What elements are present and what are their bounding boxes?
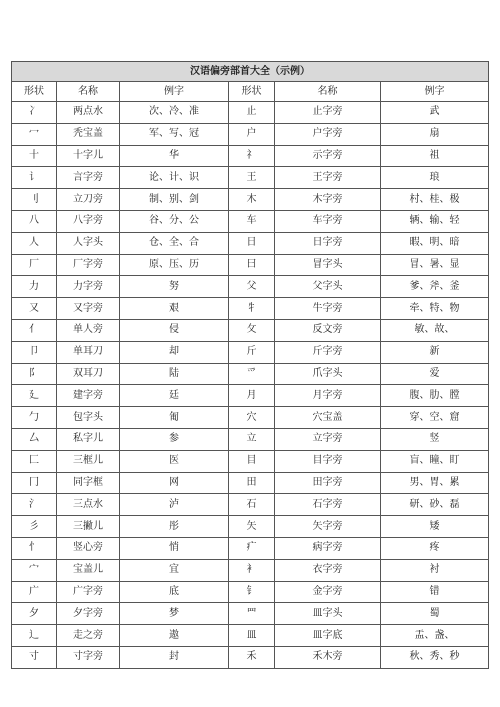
radical-name-2: 皿字头 <box>275 603 381 625</box>
radical-name: 厂字旁 <box>57 254 120 276</box>
radical-name: 又字旁 <box>57 298 120 320</box>
table-row <box>12 102 489 124</box>
radical-examples: 努 <box>120 276 229 298</box>
radical-name: 竖心旁 <box>57 537 120 559</box>
radical-shape: 力 <box>12 276 57 298</box>
radical-shape-2: 矢 <box>229 516 275 538</box>
radical-name: 人字头 <box>57 232 120 254</box>
radical-name-2: 止字旁 <box>275 102 381 124</box>
radical-examples-2: 武 <box>381 102 489 124</box>
radical-shape-2: 田 <box>229 472 275 494</box>
radical-shape-2: 爫 <box>229 363 275 385</box>
radical-examples-2: 敏、故、 <box>381 319 489 341</box>
radical-examples: 匍 <box>120 407 229 429</box>
radical-shape: 冫 <box>12 102 57 124</box>
radical-examples-2: 村、桂、极 <box>381 189 489 211</box>
radical-examples-2: 扇 <box>381 123 489 145</box>
table-row <box>12 210 489 232</box>
radical-examples-2: 盲、瞳、盯 <box>381 450 489 472</box>
radical-name: 建字旁 <box>57 385 120 407</box>
radical-name: 三点水 <box>57 494 120 516</box>
table-row <box>12 646 489 668</box>
radical-examples: 宜 <box>120 559 229 581</box>
radical-examples: 彤 <box>120 516 229 538</box>
table-row <box>12 537 489 559</box>
radical-examples: 底 <box>120 581 229 603</box>
radical-name-2: 金字旁 <box>275 581 381 603</box>
radical-name-2: 田字旁 <box>275 472 381 494</box>
radical-examples-2: 腹、肋、膛 <box>381 385 489 407</box>
radical-examples: 网 <box>120 472 229 494</box>
radical-shape-2: 目 <box>229 450 275 472</box>
table-row <box>12 145 489 167</box>
radical-name-2: 反文旁 <box>275 319 381 341</box>
radical-examples-2: 矮 <box>381 516 489 538</box>
header-row <box>12 82 489 102</box>
radical-shape: 寸 <box>12 646 57 668</box>
table-row <box>12 232 489 254</box>
radical-shape-2: 立 <box>229 428 275 450</box>
radical-examples-2: 新 <box>381 341 489 363</box>
radical-shape: 又 <box>12 298 57 320</box>
radical-name-2: 王字旁 <box>275 167 381 189</box>
radical-name-2: 衣字旁 <box>275 559 381 581</box>
radical-name: 秃宝盖 <box>57 123 120 145</box>
radical-shape: 忄 <box>12 537 57 559</box>
radical-shape: 氵 <box>12 494 57 516</box>
radical-shape-2: 禾 <box>229 646 275 668</box>
header-examples-2: 例字 <box>381 82 489 102</box>
radical-examples: 泸 <box>120 494 229 516</box>
table-row <box>12 276 489 298</box>
radical-name: 力字旁 <box>57 276 120 298</box>
radical-examples: 医 <box>120 450 229 472</box>
radical-name: 八字旁 <box>57 210 120 232</box>
radical-name-2: 木字旁 <box>275 189 381 211</box>
radical-shape: 彡 <box>12 516 57 538</box>
radical-name: 两点水 <box>57 102 120 124</box>
radical-examples: 艰 <box>120 298 229 320</box>
radical-shape-2: 木 <box>229 189 275 211</box>
radical-shape: 广 <box>12 581 57 603</box>
radical-examples: 悄 <box>120 537 229 559</box>
radical-name: 寸字旁 <box>57 646 120 668</box>
table-row <box>12 167 489 189</box>
table-row <box>12 254 489 276</box>
radical-examples-2: 祖 <box>381 145 489 167</box>
radical-examples-2: 衬 <box>381 559 489 581</box>
radical-examples: 谷、分、公 <box>120 210 229 232</box>
radical-name: 三框儿 <box>57 450 120 472</box>
radical-examples-2: 牵、特、物 <box>381 298 489 320</box>
radical-shape: 匚 <box>12 450 57 472</box>
radical-examples-2: 穿、空、窟 <box>381 407 489 429</box>
radical-name: 单人旁 <box>57 319 120 341</box>
header-examples: 例字 <box>120 82 229 102</box>
table-row <box>12 603 489 625</box>
radical-shape: 辶 <box>12 625 57 647</box>
radical-examples-2: 冒、暑、显 <box>381 254 489 276</box>
radical-shape-2: 疒 <box>229 537 275 559</box>
radical-shape-2: 月 <box>229 385 275 407</box>
radical-name: 走之旁 <box>57 625 120 647</box>
radical-examples: 华 <box>120 145 229 167</box>
radical-shape-2: 钅 <box>229 581 275 603</box>
radical-examples: 遨 <box>120 625 229 647</box>
radical-examples-2: 辆、输、轻 <box>381 210 489 232</box>
table-row <box>12 319 489 341</box>
radical-examples: 原、压、历 <box>120 254 229 276</box>
radical-shape: 宀 <box>12 559 57 581</box>
radical-shape: 夕 <box>12 603 57 625</box>
table-row <box>12 363 489 385</box>
radical-name-2: 矢字旁 <box>275 516 381 538</box>
table-row <box>12 385 489 407</box>
radical-name: 单耳刀 <box>57 341 120 363</box>
radical-name: 同字框 <box>57 472 120 494</box>
radical-examples-2: 疼 <box>381 537 489 559</box>
table-row <box>12 123 489 145</box>
radical-shape: 厶 <box>12 428 57 450</box>
radical-name-2: 穴宝盖 <box>275 407 381 429</box>
table-row <box>12 189 489 211</box>
radical-examples-2: 暇、明、暗 <box>381 232 489 254</box>
radical-shape-2: 攵 <box>229 319 275 341</box>
radical-shape: 人 <box>12 232 57 254</box>
radicals-table <box>11 61 489 669</box>
radical-name-2: 日字旁 <box>275 232 381 254</box>
radical-examples-2: 盂、盏、 <box>381 625 489 647</box>
radical-examples-2: 研、砂、磊 <box>381 494 489 516</box>
radical-name: 双耳刀 <box>57 363 120 385</box>
radical-name-2: 爪字头 <box>275 363 381 385</box>
header-name-2: 名称 <box>275 82 381 102</box>
radical-shape-2: 日 <box>229 232 275 254</box>
radical-examples-2: 秋、秀、秒 <box>381 646 489 668</box>
radical-shape-2: 父 <box>229 276 275 298</box>
radical-examples: 封 <box>120 646 229 668</box>
radical-shape: 讠 <box>12 167 57 189</box>
radical-examples-2: 蜀 <box>381 603 489 625</box>
radical-shape: 八 <box>12 210 57 232</box>
radical-shape-2: 王 <box>229 167 275 189</box>
radical-examples: 次、冷、准 <box>120 102 229 124</box>
radical-examples: 却 <box>120 341 229 363</box>
header-shape: 形状 <box>12 82 57 102</box>
radical-shape-2: 车 <box>229 210 275 232</box>
radical-examples: 仓、全、合 <box>120 232 229 254</box>
radical-name-2: 车字旁 <box>275 210 381 232</box>
radical-shape: 十 <box>12 145 57 167</box>
radical-name-2: 牛字旁 <box>275 298 381 320</box>
radical-shape-2: 衤 <box>229 559 275 581</box>
table-row <box>12 516 489 538</box>
radical-name: 十字儿 <box>57 145 120 167</box>
radical-name-2: 皿字底 <box>275 625 381 647</box>
radical-shape-2: 曰 <box>229 254 275 276</box>
radical-shape-2: 罒 <box>229 603 275 625</box>
table-row <box>12 494 489 516</box>
table-row <box>12 407 489 429</box>
radical-shape-2: 礻 <box>229 145 275 167</box>
radical-name-2: 病字旁 <box>275 537 381 559</box>
radical-name: 包字头 <box>57 407 120 429</box>
radical-shape: 卩 <box>12 341 57 363</box>
radical-shape: 刂 <box>12 189 57 211</box>
table-row <box>12 298 489 320</box>
radical-examples-2: 爹、斧、釜 <box>381 276 489 298</box>
header-shape-2: 形状 <box>229 82 275 102</box>
radical-name-2: 月字旁 <box>275 385 381 407</box>
radical-shape: 冖 <box>12 123 57 145</box>
radical-shape: 廴 <box>12 385 57 407</box>
radical-name: 私字儿 <box>57 428 120 450</box>
radical-name-2: 户字旁 <box>275 123 381 145</box>
table-row <box>12 472 489 494</box>
radical-examples-2: 琅 <box>381 167 489 189</box>
radical-examples-2: 竖 <box>381 428 489 450</box>
table-row <box>12 559 489 581</box>
radical-shape-2: 石 <box>229 494 275 516</box>
radical-name: 三撇儿 <box>57 516 120 538</box>
radical-name-2: 冒字头 <box>275 254 381 276</box>
radical-shape-2: 牜 <box>229 298 275 320</box>
radical-examples-2: 错 <box>381 581 489 603</box>
radical-examples: 制、别、剑 <box>120 189 229 211</box>
radical-examples-2: 爱 <box>381 363 489 385</box>
radical-shape-2: 户 <box>229 123 275 145</box>
radical-shape: 亻 <box>12 319 57 341</box>
table-title: 汉语偏旁部首大全（示例） <box>12 62 489 82</box>
radical-name: 言字旁 <box>57 167 120 189</box>
radical-name: 夕字旁 <box>57 603 120 625</box>
radical-name-2: 立字旁 <box>275 428 381 450</box>
radical-examples: 军、写、冠 <box>120 123 229 145</box>
radical-name-2: 石字旁 <box>275 494 381 516</box>
radical-shape: 厂 <box>12 254 57 276</box>
radical-name-2: 示字旁 <box>275 145 381 167</box>
radical-name: 立刀旁 <box>57 189 120 211</box>
radical-examples: 论、计、识 <box>120 167 229 189</box>
table-row <box>12 625 489 647</box>
radical-examples: 参 <box>120 428 229 450</box>
radical-examples: 侵 <box>120 319 229 341</box>
table-row <box>12 581 489 603</box>
radical-examples: 陆 <box>120 363 229 385</box>
table-row <box>12 450 489 472</box>
table-row <box>12 428 489 450</box>
radical-name-2: 目字旁 <box>275 450 381 472</box>
radical-name: 宝盖儿 <box>57 559 120 581</box>
radical-shape-2: 皿 <box>229 625 275 647</box>
radical-name: 广字旁 <box>57 581 120 603</box>
radical-shape: 冂 <box>12 472 57 494</box>
radical-shape: 阝 <box>12 363 57 385</box>
radical-shape: 勹 <box>12 407 57 429</box>
radical-name-2: 斤字旁 <box>275 341 381 363</box>
header-name: 名称 <box>57 82 120 102</box>
radical-examples-2: 男、胃、累 <box>381 472 489 494</box>
radical-name-2: 禾木旁 <box>275 646 381 668</box>
radical-shape-2: 止 <box>229 102 275 124</box>
radical-name-2: 父字头 <box>275 276 381 298</box>
radical-examples: 廷 <box>120 385 229 407</box>
radical-examples: 梦 <box>120 603 229 625</box>
radical-shape-2: 斤 <box>229 341 275 363</box>
radical-shape-2: 穴 <box>229 407 275 429</box>
table-row <box>12 341 489 363</box>
